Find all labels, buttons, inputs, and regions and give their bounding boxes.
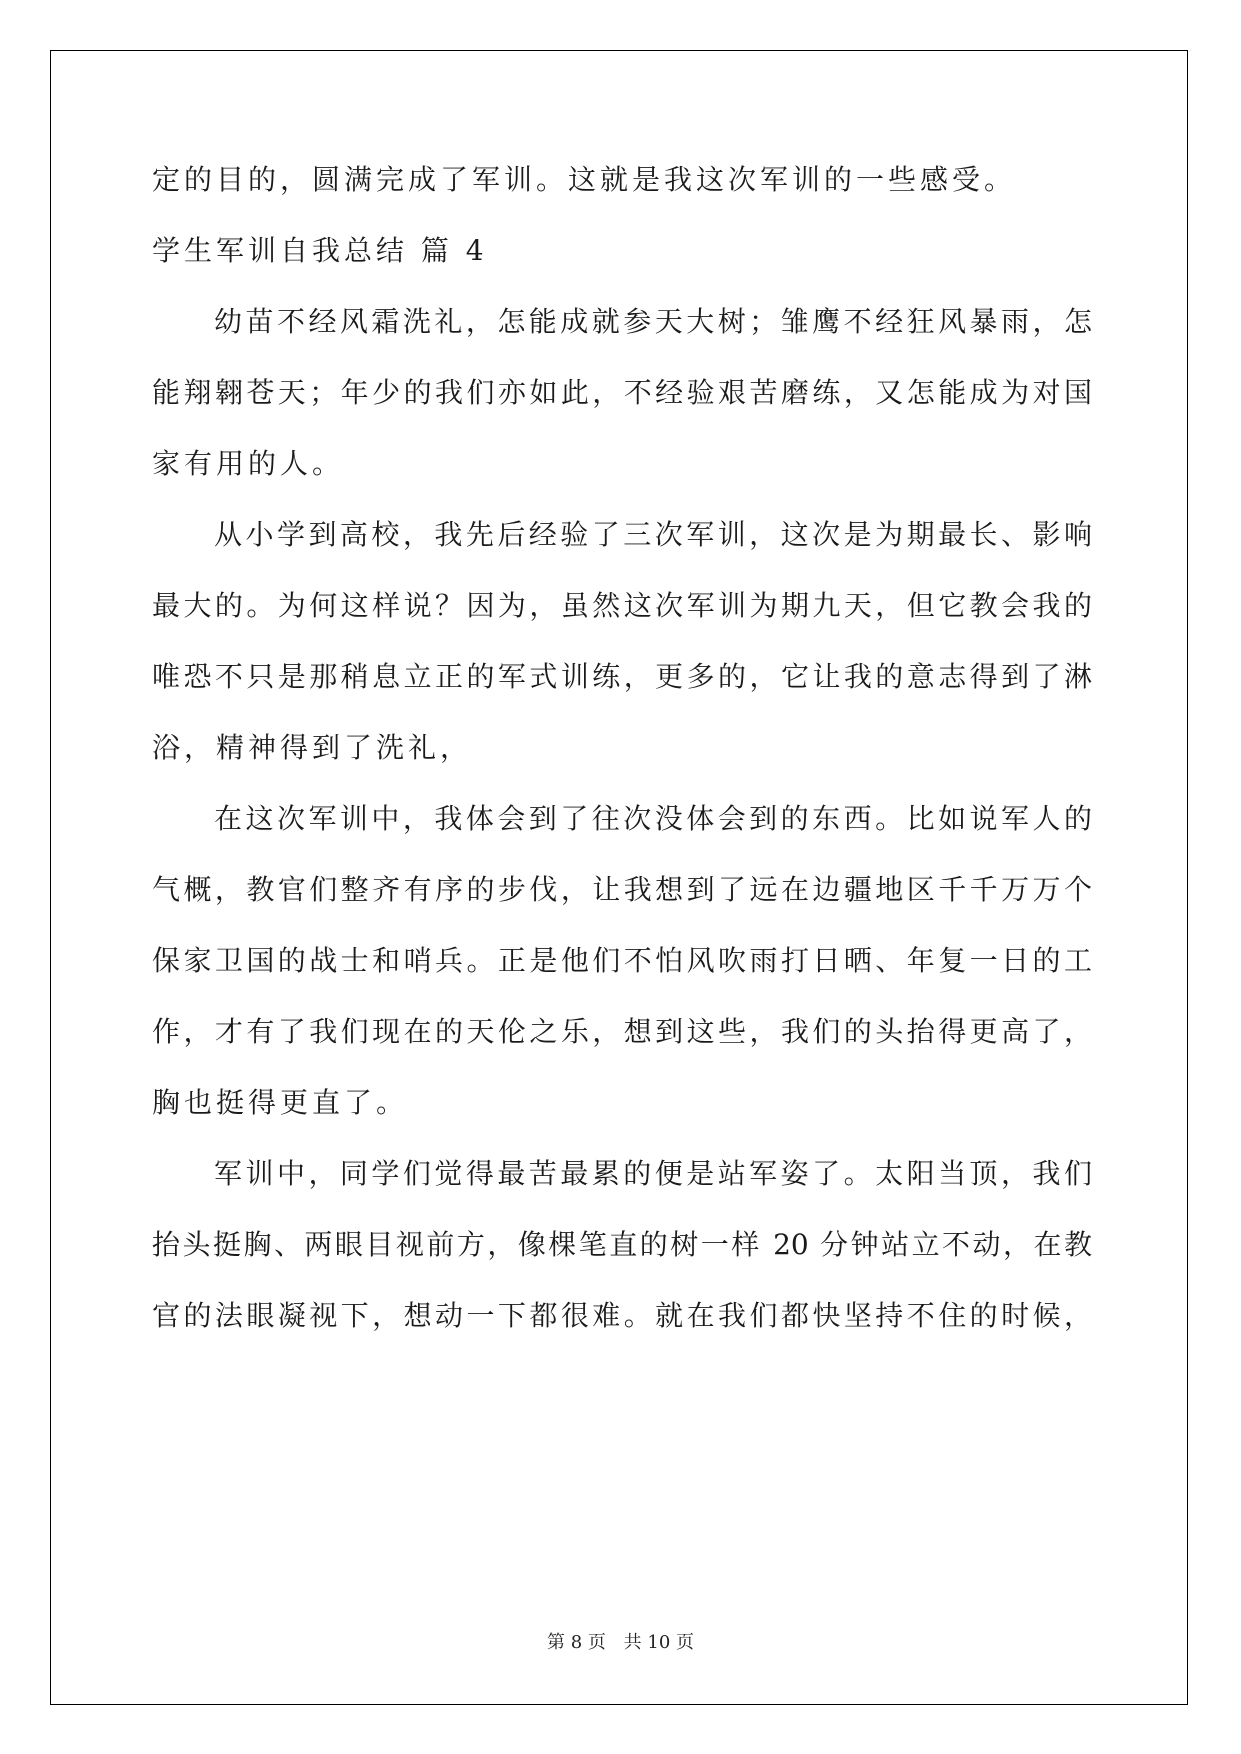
page-total: 共 10 页: [623, 1632, 694, 1653]
page-footer: [0, 1631, 1241, 1655]
paragraph-line: 最大的。为何这样说？因为，虽然这次军训为期九天，但它教会我的: [152, 589, 1092, 622]
paragraph-line: 家有用的人。: [152, 447, 345, 480]
paragraph-line: 在这次军训中，我体会到了往次没体会到的东西。比如说军人的: [214, 802, 1092, 835]
paragraph-line: 抬头挺胸、两眼目视前方，像棵笔直的树一样 20 分钟站立不动，在教: [152, 1228, 1092, 1261]
paragraph-line: 官的法眼凝视下，想动一下都很难。就在我们都快坚持不住的时候，: [152, 1299, 1092, 1332]
text-line: 定的目的，圆满完成了军训。这就是我这次军训的一些感受。: [152, 163, 1017, 196]
paragraph-line: 浴，精神得到了洗礼，: [152, 731, 473, 764]
paragraph-line: 作，才有了我们现在的天伦之乐，想到这些，我们的头抬得更高了，: [152, 1015, 1092, 1048]
paragraph-line: 幼苗不经风霜洗礼，怎能成就参天大树；雏鹰不经狂风暴雨，怎: [214, 305, 1092, 338]
paragraph-line: 从小学到高校，我先后经验了三次军训，这次是为期最长、影响: [214, 518, 1092, 551]
paragraph-line: 军训中，同学们觉得最苦最累的便是站军姿了。太阳当顶，我们: [214, 1157, 1092, 1190]
page-number: 第 8 页: [547, 1632, 606, 1653]
section-heading: 学生军训自我总结 篇 4: [152, 234, 488, 267]
paragraph-line: 能翔翱苍天；年少的我们亦如此，不经验艰苦磨练，又怎能成为对国: [152, 376, 1092, 409]
paragraph-line: 气概，教官们整齐有序的步伐，让我想到了远在边疆地区千千万万个: [152, 873, 1092, 906]
paragraph-line: 保家卫国的战士和哨兵。正是他们不怕风吹雨打日晒、年复一日的工: [152, 944, 1092, 977]
paragraph-line: 胸也挺得更直了。: [152, 1086, 409, 1119]
paragraph-line: 唯恐不只是那稍息立正的军式训练，更多的，它让我的意志得到了淋: [152, 660, 1092, 693]
